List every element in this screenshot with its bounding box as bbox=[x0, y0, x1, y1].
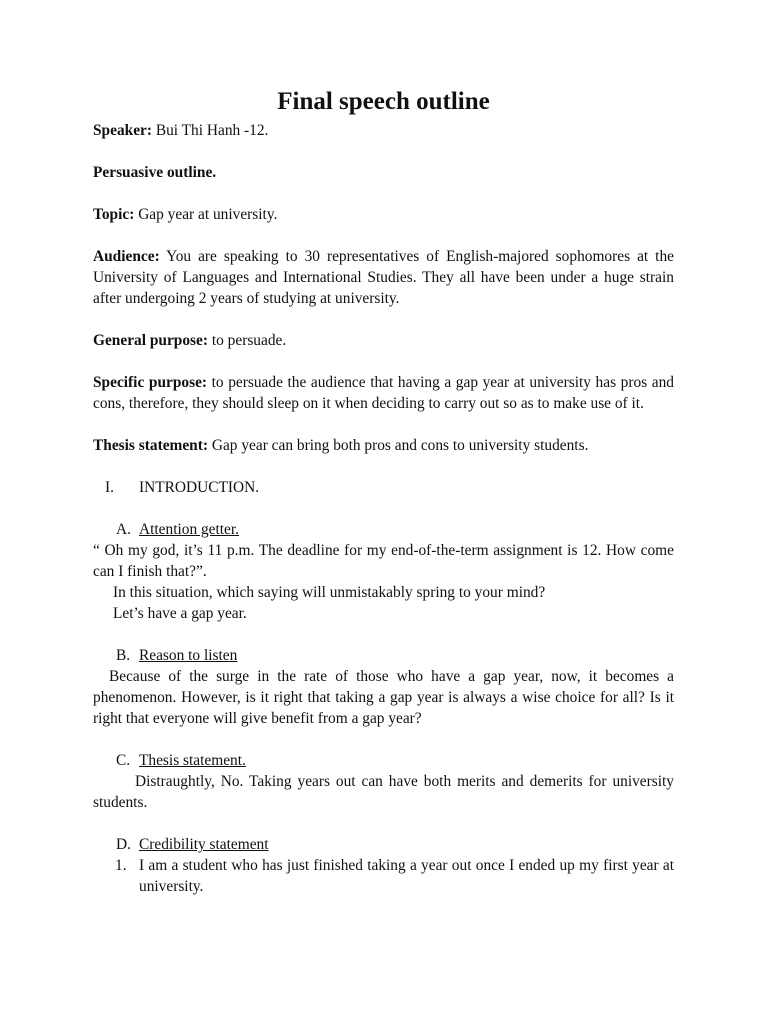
audience-label: Audience: bbox=[93, 248, 160, 265]
subheading-thesis-statement bbox=[93, 750, 674, 771]
attention-line-2: In this situation, which saying will unmistakably spring to your mind? bbox=[113, 584, 546, 601]
subheading-title: Attention getter. bbox=[139, 521, 240, 538]
subheading-title: Thesis statement. bbox=[139, 752, 246, 769]
thesis-sub-text: Distraughtly, No. Taking years out can have both merits and demerits for university students. bbox=[93, 773, 674, 811]
subheading-title: Credibility statement bbox=[139, 836, 269, 853]
thesis-label: Thesis statement: bbox=[93, 437, 208, 454]
section-number: I. bbox=[105, 479, 114, 496]
subheading-reason-to-listen bbox=[93, 645, 674, 666]
topic-line bbox=[93, 204, 674, 225]
specific-purpose-label: Specific purpose: bbox=[93, 374, 208, 391]
topic-label: Topic: bbox=[93, 206, 135, 223]
list-item-number: 1. bbox=[115, 857, 127, 874]
speaker-value: Bui Thi Hanh -12. bbox=[152, 122, 269, 139]
attention-quote: “ Oh my god, it’s 11 p.m. The deadline for my end-of-the-term assignment is 12. How come can I finish that?”. bbox=[93, 542, 674, 580]
list-item-text: I am a student who has just finished taking a year out once I ended up my first year at university. bbox=[139, 857, 674, 895]
subheading-letter: B. bbox=[116, 647, 131, 664]
outline-type: Persuasive outline. bbox=[93, 164, 217, 181]
reason-text: Because of the surge in the rate of those who have a gap year, now, it becomes a phenomenon. However, is it right that taking a gap year is always a wise choice for all? Is it right that everyone will give benefit from a gap year? bbox=[93, 668, 674, 727]
subheading-letter: D. bbox=[116, 836, 131, 853]
document-title: Final speech outline bbox=[277, 88, 490, 115]
subheading-attention-getter bbox=[93, 519, 674, 540]
specific-purpose-paragraph bbox=[93, 372, 674, 414]
audience-value: You are speaking to 30 representatives of English-majored sophomores at the University of Languages and International Studies. They all have been under a huge strain after undergoing 2 years of studying at university. bbox=[93, 248, 674, 307]
thesis-value: Gap year can bring both pros and cons to university students. bbox=[208, 437, 589, 454]
attention-getter-body bbox=[93, 540, 674, 624]
document-page bbox=[93, 86, 674, 897]
subheading-letter: A. bbox=[116, 521, 131, 538]
section-title: INTRODUCTION. bbox=[139, 479, 260, 496]
specific-purpose-value: to persuade the audience that having a gap year at university has pros and cons, therefore, they should sleep on it when deciding to carry out so as to make use of it. bbox=[93, 374, 674, 412]
subheading-letter: C. bbox=[116, 752, 131, 769]
section-heading-introduction bbox=[93, 477, 674, 498]
general-purpose-line bbox=[93, 330, 674, 351]
subheading-credibility-statement bbox=[93, 834, 674, 855]
speaker-line bbox=[93, 120, 674, 141]
thesis-statement-line bbox=[93, 435, 674, 456]
credibility-item-1 bbox=[93, 855, 674, 897]
reason-to-listen-body bbox=[93, 666, 674, 729]
attention-line-3: Let’s have a gap year. bbox=[113, 605, 247, 622]
thesis-statement-body bbox=[93, 771, 674, 813]
subheading-title: Reason to listen bbox=[139, 647, 238, 664]
general-purpose-label: General purpose: bbox=[93, 332, 208, 349]
topic-value: Gap year at university. bbox=[134, 206, 278, 223]
speaker-label: Speaker: bbox=[93, 122, 152, 139]
general-purpose-value: to persuade. bbox=[208, 332, 287, 349]
audience-paragraph bbox=[93, 246, 674, 309]
